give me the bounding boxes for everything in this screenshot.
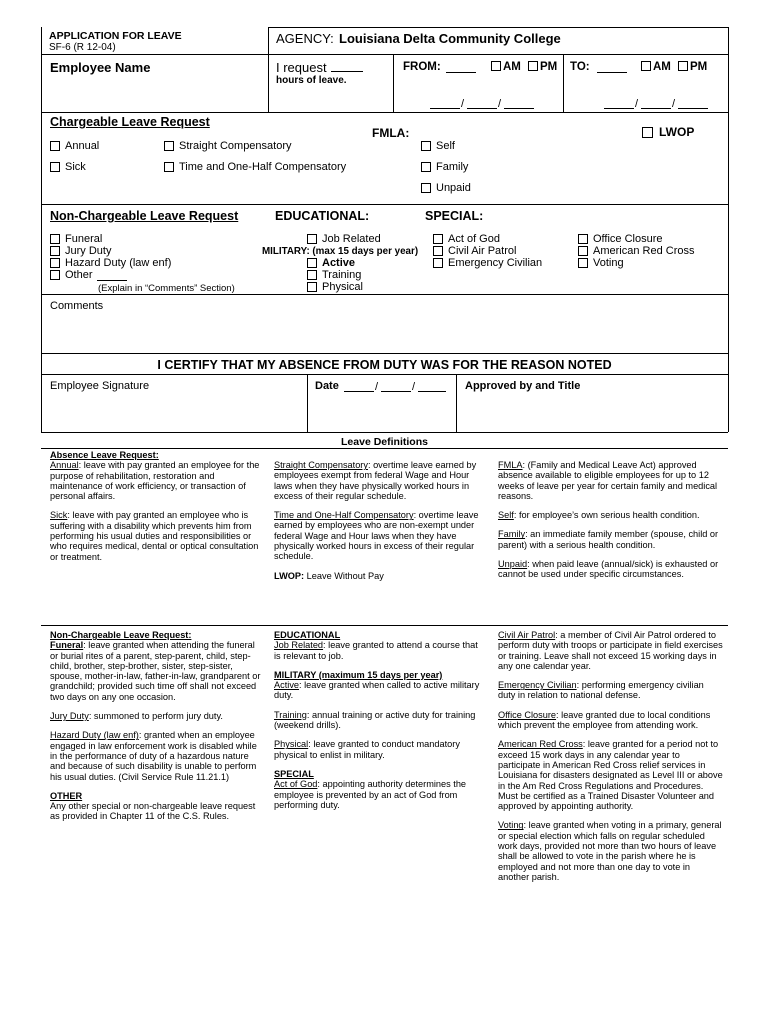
funeral-label: Funeral <box>65 233 103 245</box>
def-text: : leave granted when attending the funeral or burial rites of a parent, step-parent, child, step-child, brother, step-brother, sister, step-sister, spouse, mother-in-law, father-in-law, grandparent or grandchild; provided such time off shall not exceed two days on any one occasion. <box>50 640 261 702</box>
fmla-family-checkbox[interactable] <box>421 162 431 172</box>
definitions-col3-top <box>498 460 723 589</box>
sick-label: Sick <box>65 161 86 173</box>
def-text: : (Family and Medical Leave Act) approved absence available to eligible employees for up to 12 weeks of leave per year for certain family and medical reasons. <box>498 460 718 501</box>
def-text: : granted when an employee engaged in law enforcement work is disabled while in the performance of duty of a hazardous nature and because of such disability is unable to perform his usual duties. (Civil Service Rule 11.21.1) <box>50 730 257 782</box>
sig-date-slash-1: / <box>375 381 379 393</box>
to-am-label: AM <box>653 61 671 73</box>
certify-statement: I CERTIFY THAT MY ABSENCE FROM DUTY WAS FOR THE REASON NOTED <box>157 358 612 372</box>
sig-date-year[interactable] <box>418 381 446 392</box>
def-term: Absence Leave Request: <box>50 450 159 460</box>
from-date-slash-2: / <box>498 98 502 110</box>
from-label: FROM: <box>403 61 441 73</box>
comments-field[interactable] <box>48 314 723 350</box>
def-text: : leave granted for a period not to exceed 15 work days in any calendar year to participate in American Red Cross relief services in Louisiana for disasters designated as Level III or above in the Am Red Cross Regulations and Procedures. Must be certified as a Trained Disaster Volunteer and approved by appointing authority. <box>498 739 723 812</box>
definitions-title-rule <box>41 448 728 449</box>
job-related-label: Job Related <box>322 233 381 245</box>
employee-name-field[interactable] <box>50 78 260 108</box>
to-pm-checkbox[interactable] <box>678 61 688 71</box>
approved-by-field[interactable] <box>462 394 724 429</box>
sig-divider-2 <box>456 374 457 432</box>
definitions-col2-bottom <box>274 630 486 819</box>
def-text: : annual training or active duty for training (weekend drills). <box>274 709 476 731</box>
def-text: : overtime leave earned by employees exempt from federal Wage and Hour laws when they have physically worked hours in excess of their regular schedule. <box>274 460 477 501</box>
hazard-duty-checkbox[interactable] <box>50 258 60 268</box>
civil-air-patrol-checkbox[interactable] <box>433 246 443 256</box>
def-term: Jury Duty <box>50 711 89 722</box>
chargeable-title: Chargeable Leave Request <box>50 115 210 129</box>
def-text: : leave granted when called to active military duty. <box>274 680 480 701</box>
form-number: SF-6 (R 12-04) <box>49 42 116 53</box>
def-term: Job Related <box>274 640 324 651</box>
definitions-col2-top <box>274 460 486 590</box>
voting-checkbox[interactable] <box>578 258 588 268</box>
request-rule <box>41 112 728 113</box>
sig-divider-1 <box>307 374 308 432</box>
hazard-duty-label: Hazard Duty (law enf) <box>65 257 172 269</box>
def-term: MILITARY (maximum 15 days per year) <box>274 669 443 680</box>
jury-duty-label: Jury Duty <box>65 245 112 257</box>
definitions-col3-bottom <box>498 630 723 891</box>
act-of-god-label: Act of God <box>448 233 500 245</box>
def-text: : leave granted to conduct mandatory physical to enlist in military. <box>274 739 460 760</box>
agency-name: Louisiana Delta Community College <box>339 31 561 46</box>
date-label: Date <box>315 380 339 392</box>
to-date-slash-2: / <box>672 98 676 110</box>
form-border-top <box>268 27 728 28</box>
lwop-label: LWOP <box>659 125 695 139</box>
def-term: Sick <box>50 510 68 521</box>
def-term: Time and One-Half Compensatory <box>274 510 414 521</box>
def-text: : a member of Civil Air Patrol ordered to perform duty with troops or participate in field exercises or training. Leave shall not exceed 15 working days in any one calendar year. <box>498 630 723 671</box>
def-term: Office Closure <box>498 709 557 720</box>
def-text: : for employee’s own serious health condition. <box>513 510 700 521</box>
time-half-comp-checkbox[interactable] <box>164 162 174 172</box>
def-term: Non-Chargeable Leave Request: <box>50 630 192 640</box>
def-term: LWOP: <box>274 570 305 581</box>
definitions-title: Leave Definitions <box>341 436 428 448</box>
other-checkbox[interactable] <box>50 270 60 280</box>
noncharge-title: Non-Chargeable Leave Request <box>50 209 239 223</box>
training-label: Training <box>322 269 362 281</box>
comments-rule <box>41 353 728 354</box>
to-am-checkbox[interactable] <box>641 61 651 71</box>
voting-label: Voting <box>593 257 624 269</box>
approved-by-label: Approved by and Title <box>465 380 581 392</box>
active-checkbox[interactable] <box>307 258 317 268</box>
to-divider <box>563 54 564 112</box>
definitions-mid-rule <box>41 625 728 626</box>
form-title: APPLICATION FOR LEAVE <box>49 30 182 42</box>
fmla-family-label: Family <box>436 161 469 173</box>
fmla-unpaid-checkbox[interactable] <box>421 183 431 193</box>
form-border-right <box>728 27 729 432</box>
jury-duty-checkbox[interactable] <box>50 246 60 256</box>
office-closure-label: Office Closure <box>593 233 663 245</box>
fmla-unpaid-label: Unpaid <box>436 182 471 194</box>
def-term: Unpaid <box>498 559 528 570</box>
fmla-label: FMLA: <box>372 126 410 140</box>
def-term: Active <box>274 680 300 691</box>
def-text: : when paid leave (annual/sick) is exhausted or cannot be used under specific circumstances. <box>498 559 719 580</box>
def-term: Self <box>498 510 514 521</box>
from-am-label: AM <box>503 61 521 73</box>
from-date-month[interactable] <box>430 98 460 109</box>
def-text: : appointing authority determines the employee is prevented by an act of God from performing duty. <box>274 779 467 810</box>
from-pm-checkbox[interactable] <box>528 61 538 71</box>
sig-date-month[interactable] <box>344 381 374 392</box>
emergency-civilian-checkbox[interactable] <box>433 258 443 268</box>
def-term: Emergency Civilian <box>498 680 577 691</box>
definitions-col1-top <box>50 450 262 571</box>
straight-comp-label: Straight Compensatory <box>179 140 292 152</box>
hours-label: hours of leave. <box>276 75 347 86</box>
agency-label: AGENCY: <box>276 31 334 46</box>
other-label: Other <box>65 269 93 281</box>
employee-signature-field[interactable] <box>48 394 303 429</box>
training-checkbox[interactable] <box>307 270 317 280</box>
def-text: Leave Without Pay <box>304 570 384 581</box>
def-term: American Red Cross <box>498 739 583 750</box>
from-date-year[interactable] <box>504 98 534 109</box>
annual-label: Annual <box>65 140 100 152</box>
straight-comp-checkbox[interactable] <box>164 141 174 151</box>
from-date-slash-1: / <box>461 98 465 110</box>
def-text: : performing emergency civilian duty in relation to national defense. <box>498 680 704 701</box>
def-text: : leave granted to attend a course that is relevant to job. <box>274 640 478 661</box>
def-term: Hazard Duty (law enf) <box>50 730 139 741</box>
funeral-checkbox[interactable] <box>50 234 60 244</box>
def-text: : leave with pay granted an employee for the purpose of rehabilitation, restoration and maintenance of work efficiency, or transaction of personal affairs. <box>50 460 260 502</box>
def-term: Family <box>498 529 526 540</box>
certify-rule <box>41 374 728 375</box>
civil-air-patrol-label: Civil Air Patrol <box>448 245 517 257</box>
physical-label: Physical <box>322 281 363 293</box>
to-label: TO: <box>570 61 590 73</box>
def-term: Funeral <box>50 640 84 651</box>
request-label: I request <box>276 60 327 75</box>
to-time-field[interactable] <box>597 62 627 73</box>
def-text: : leave granted when voting in a primary, general or special election which falls on regular scheduled work days, provided not more than two hours of leave shall be allowed to vote in the parish where he is employed and not more than one day to vote in another parish. <box>498 820 722 882</box>
def-text: : summoned to perform jury duty. <box>88 711 223 722</box>
def-term: Act of God <box>274 779 318 790</box>
sig-date-slash-2: / <box>412 381 416 393</box>
from-divider <box>393 54 394 112</box>
def-text: Any other special or non-chargeable leave request as provided in Chapter 11 of the C.S. Rules. <box>50 801 256 822</box>
def-text: : leave granted due to local conditions which prevent the employee from attending work. <box>498 709 711 731</box>
fmla-self-label: Self <box>436 140 455 152</box>
hours-requested-field[interactable] <box>331 61 363 72</box>
from-time-field[interactable] <box>446 62 476 73</box>
definitions-col1-bottom <box>50 630 262 831</box>
military-label: MILITARY: (max 15 days per year) <box>262 246 419 257</box>
job-related-checkbox[interactable] <box>307 234 317 244</box>
other-explain-note: (Explain in “Comments” Section) <box>98 283 235 294</box>
def-term: Civil Air Patrol <box>498 630 556 640</box>
to-pm-label: PM <box>690 61 708 73</box>
name-divider <box>268 54 269 112</box>
def-text: : an immediate family member (spouse, child or parent) with a serious health condition. <box>498 529 719 550</box>
to-date-slash-1: / <box>635 98 639 110</box>
def-term: OTHER <box>50 790 83 801</box>
to-date-month[interactable] <box>604 98 634 109</box>
comments-label: Comments <box>50 300 104 312</box>
sick-checkbox[interactable] <box>50 162 60 172</box>
from-am-checkbox[interactable] <box>491 61 501 71</box>
employee-signature-label: Employee Signature <box>50 380 150 392</box>
sig-date-day[interactable] <box>381 381 411 392</box>
agency-divider <box>268 27 269 54</box>
def-term: Voting <box>498 820 524 831</box>
emergency-civilian-label: Emergency Civilian <box>448 257 543 269</box>
special-label: SPECIAL: <box>425 209 484 223</box>
employee-name-label: Employee Name <box>50 60 151 75</box>
annual-checkbox[interactable] <box>50 141 60 151</box>
def-term: Physical <box>274 739 309 750</box>
to-date-day[interactable] <box>641 98 671 109</box>
signature-rule <box>41 432 728 433</box>
lwop-checkbox[interactable] <box>642 127 653 138</box>
def-text: : overtime leave earned by employees who are non-exempt under federal Wage and Hour laws when they have physically worked hours in excess of their regular schedule. <box>274 510 479 562</box>
other-explain-field[interactable] <box>97 270 127 281</box>
def-term: Training <box>274 709 307 720</box>
act-of-god-checkbox[interactable] <box>433 234 443 244</box>
from-date-day[interactable] <box>467 98 497 109</box>
active-label: Active <box>322 257 356 269</box>
american-red-cross-checkbox[interactable] <box>578 246 588 256</box>
def-term: Straight Compensatory <box>274 460 368 470</box>
def-term: Annual <box>50 460 79 471</box>
chargeable-rule <box>41 204 728 205</box>
fmla-self-checkbox[interactable] <box>421 141 431 151</box>
american-red-cross-label: American Red Cross <box>593 245 695 257</box>
def-text: : leave with pay granted an employee who is suffering with a disability which prevents him from performing his usual duties and responsibilities or who requires medical, dental or optical consultation or treatment. <box>50 510 259 562</box>
def-term: SPECIAL <box>274 768 314 779</box>
from-pm-label: PM <box>540 61 558 73</box>
header-rule <box>41 54 728 55</box>
educational-label: EDUCATIONAL: <box>275 209 370 223</box>
physical-checkbox[interactable] <box>307 282 317 292</box>
def-term: FMLA <box>498 460 523 470</box>
time-half-comp-label: Time and One-Half Compensatory <box>179 161 347 173</box>
office-closure-checkbox[interactable] <box>578 234 588 244</box>
def-term: EDUCATIONAL <box>274 630 341 640</box>
to-date-year[interactable] <box>678 98 708 109</box>
